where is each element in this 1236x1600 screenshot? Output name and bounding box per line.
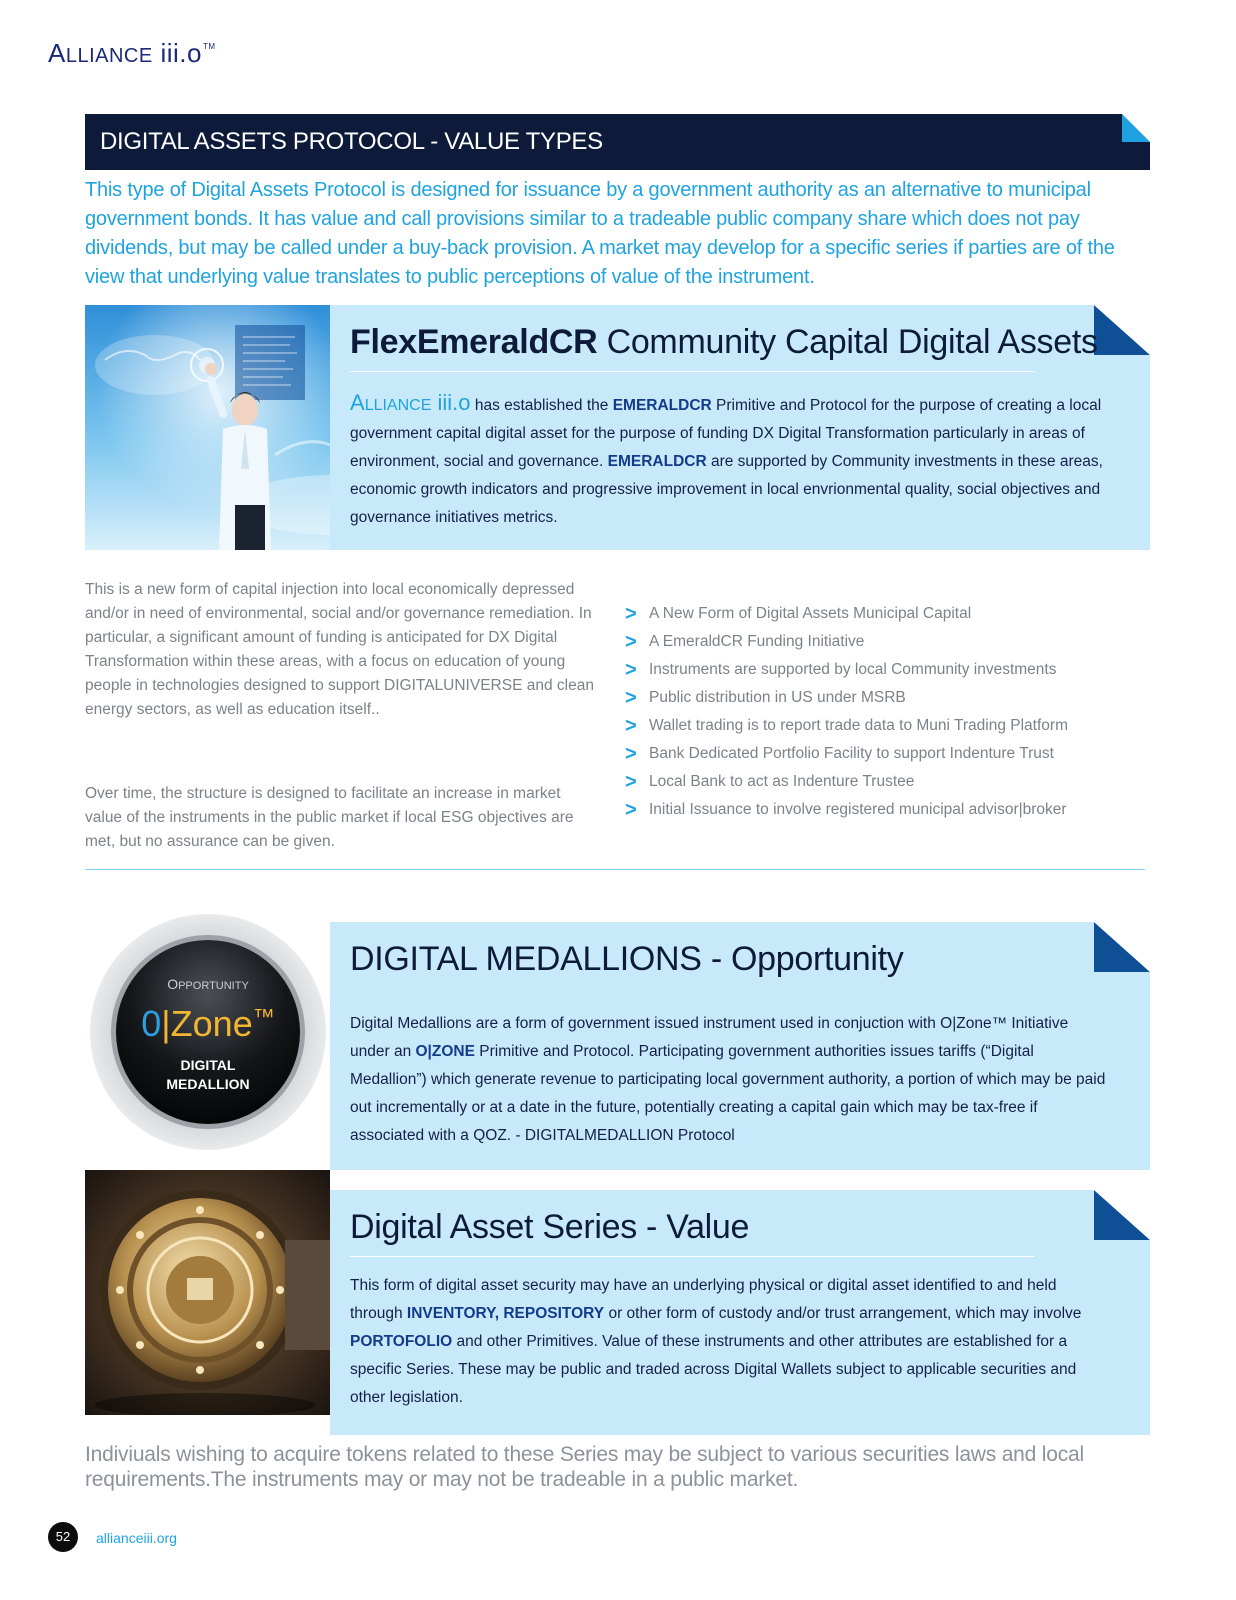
badge-opportunity-text: OPPORTUNITY xyxy=(167,976,249,992)
list-item: > Public distribution in US under MSRB xyxy=(625,684,1145,712)
badge-line2: MEDALLION xyxy=(166,1076,250,1092)
digital-asset-series-title: Digital Asset Series - Value xyxy=(350,1208,750,1246)
digital-medallions-body: Digital Medallions are a form of government issued instrument used in conjuction with O|Zone™ Initiative under an O|ZONE Primitive and Protocol. Participating government authorities issues tariffs (“Digital Medallion”) which generate revenue to participating local government authority, a portion of which may be paid out incrementally or at a date in the future, potentially creating a capital gain which may be tax-free if associated with a QOZ. - DIGITALMEDALLION Protocol xyxy=(350,1015,1106,1144)
brand-word: LLIANCE xyxy=(65,45,153,67)
chevron-right-icon: > xyxy=(625,771,637,793)
woman-touchscreen-photo xyxy=(85,305,330,550)
panel-rule xyxy=(350,1256,1034,1257)
chevron-right-icon: > xyxy=(625,743,637,765)
chevron-right-icon: > xyxy=(625,631,637,653)
chevron-right-icon: > xyxy=(625,687,637,709)
panel-corner-fold-icon xyxy=(1094,922,1150,972)
digital-medallions-title: DIGITAL MEDALLIONS - Opportunity xyxy=(350,940,904,978)
brand-suffix: iii.o xyxy=(160,38,202,68)
flexemerald-body: ALLIANCE iii.o has established the EMERALDCR Primitive and Protocol for the purpose of creating a local government capital digital asset for the purpose of funding DX Digital Transformation particularly in areas of environment, social and governance. EMERALDCR are supported by Community investments in these areas, economic growth indicators and progressive improvement in local envrionmental quality, social objectives and governance initiatives metrics. xyxy=(350,390,1103,526)
digital-medallions-panel xyxy=(330,922,1150,1170)
brand-logo xyxy=(48,38,216,69)
list-item: > Wallet trading is to report trade data to Muni Trading Platform xyxy=(625,712,1145,740)
flexemerald-panel xyxy=(330,305,1150,550)
list-item: > Local Bank to act as Indenture Trustee xyxy=(625,768,1145,796)
section-header-bar xyxy=(85,114,1150,170)
chevron-right-icon: > xyxy=(625,715,637,737)
header-corner-fold-icon xyxy=(1122,114,1150,142)
panel-corner-fold-icon xyxy=(1094,1190,1150,1240)
brand-tm: TM xyxy=(202,42,216,51)
panel-rule xyxy=(350,371,1034,372)
list-item: > Initial Issuance to involve registered municipal advisor|broker xyxy=(625,796,1145,824)
brand-initial: A xyxy=(48,38,66,68)
market-value-paragraph: Over time, the structure is designed to facilitate an increase in market value of the instruments in the public market if local ESG objectives are met, but no assurance can be given. xyxy=(85,785,574,850)
digital-medallion-badge xyxy=(88,912,328,1152)
inline-brand: ALLIANCE iii.o xyxy=(350,390,471,415)
digital-asset-series-panel xyxy=(330,1190,1150,1435)
bank-vault-photo xyxy=(85,1170,330,1415)
flexemerald-title-bold: FlexEmeraldCR xyxy=(350,323,598,361)
badge-line1: DIGITAL xyxy=(180,1057,236,1073)
panel-corner-fold-icon xyxy=(1094,305,1150,355)
feature-bullet-list xyxy=(625,600,1145,824)
flexemerald-title-rest: Community Capital Digital Assets xyxy=(597,323,1098,361)
section-divider xyxy=(85,869,1145,870)
section-title: DIGITAL ASSETS PROTOCOL - VALUE TYPES xyxy=(100,128,603,155)
list-item: > A New Form of Digital Assets Municipal Capital xyxy=(625,600,1145,628)
securities-disclaimer: Indiviuals wishing to acquire tokens related to these Series may be subject to various securities laws and local requirements.The instruments may or may not be tradeable in a public market. xyxy=(85,1443,1084,1491)
website-link[interactable]: allianceiii.org xyxy=(96,1530,177,1546)
list-item: > Instruments are supported by local Community investments xyxy=(625,656,1145,684)
badge-ozone-text: 0|Zone™ xyxy=(141,1003,275,1044)
list-item: > A EmeraldCR Funding Initiative xyxy=(625,628,1145,656)
page-number: 52 xyxy=(48,1522,78,1552)
chevron-right-icon: > xyxy=(625,799,637,821)
flexemerald-title xyxy=(350,323,1098,362)
intro-paragraph: This type of Digital Assets Protocol is designed for issuance by a government authority as an alternative to municipal government bonds. It has value and call provisions similar to a tradeable public company share which does not pay dividends, but may be called under a buy-back provision. A market may develop for a specific series if parties are of the view that underlying value translates to public perceptions of value of the instrument. xyxy=(85,179,1115,288)
digital-asset-series-body: This form of digital asset security may have an underlying physical or digital asset identified to and held through INVENTORY, REPOSITORY or other form of custody and/or trust arrangement, which may involve PORTOFOLIO and other Primitives. Value of these instruments and other attributes are established for a specific Series. These may be public and traded across Digital Wallets subject to applicable securities and other legislation. xyxy=(350,1277,1082,1406)
list-item: > Bank Dedicated Portfolio Facility to support Indenture Trust xyxy=(625,740,1145,768)
chevron-right-icon: > xyxy=(625,603,637,625)
chevron-right-icon: > xyxy=(625,659,637,681)
capital-injection-paragraph: This is a new form of capital injection into local economically depressed and/or in need of environmental, social and/or governance remediation. In particular, a significant amount of funding is anticipated for DX Digital Transformation within these areas, with a focus on education of young people in technologies designed to support DIGITALUNIVERSE and clean energy sectors, as well as education itself.. xyxy=(85,581,594,718)
